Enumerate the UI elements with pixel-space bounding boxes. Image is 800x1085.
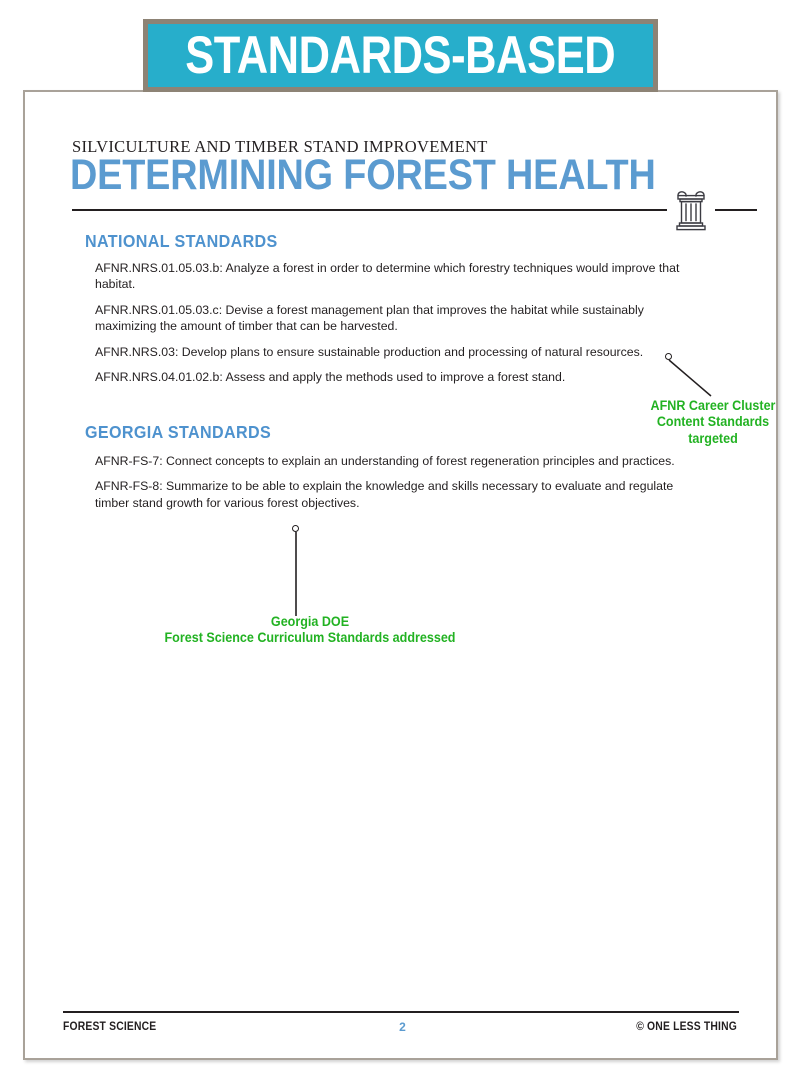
footer-copyright: © ONE LESS THING [636,1021,737,1033]
title-rule-right [715,209,757,211]
title-rule-left [72,209,667,211]
section-heading-georgia: GEORGIA STANDARDS [85,422,272,442]
afnr-callout-line-1: AFNR Career Cluster [650,398,776,413]
standard-item: AFNR-FS-8: Summarize to be able to explain the knowledge and skills necessary to evaluate and regulate timber stand growth for various forest objectives. [95,479,674,510]
standard-item: AFNR.NRS.03: Develop plans to ensure sustainable production and processing of natural resources. [95,344,644,359]
banner-label: STANDARDS-BASED [185,26,616,85]
national-standards-list [95,260,691,395]
standard-item: AFNR.NRS.01.05.03.c: Devise a forest management plan that improves the habitat while sustainably maximizing the amount of timber that can be harvested. [95,302,644,334]
afnr-callout-text [639,398,788,447]
gadoe-callout-line-1: Georgia DOE [270,614,350,629]
georgia-standards-list [95,453,691,520]
footer-course-label: FOREST SCIENCE [63,1021,157,1033]
unit-subtitle: SILVICULTURE AND TIMBER STAND IMPROVEMENT [72,137,488,156]
document-page [23,90,778,1060]
standards-based-banner [143,19,658,92]
standard-item: AFNR.NRS.04.01.02.b: Assess and apply the methods used to improve a forest stand. [95,370,566,385]
gadoe-callout-text [161,614,459,647]
page-title: DETERMINING FOREST HEALTH [70,151,656,199]
standard-item: AFNR-FS-7: Connect concepts to explain an understanding of forest regeneration principles and practices. [95,454,675,468]
footer-rule [63,1011,739,1013]
gadoe-callout-leader-line [289,526,303,618]
section-heading-national: NATIONAL STANDARDS [85,231,278,251]
afnr-callout-line-2: Content Standards [656,414,770,430]
gadoe-callout-line-2: Forest Science Curriculum Standards addressed [164,630,456,646]
ionic-column-icon [670,186,712,234]
afnr-callout-line-3: targeted [688,430,738,446]
standard-item: AFNR.NRS.01.05.03.b: Analyze a forest in order to determine which forestry techniques would improve that habitat. [95,261,680,292]
afnr-callout-leader-dot [665,353,672,360]
gadoe-callout-leader-dot [292,525,299,532]
footer-page-number: 2 [399,1020,406,1034]
